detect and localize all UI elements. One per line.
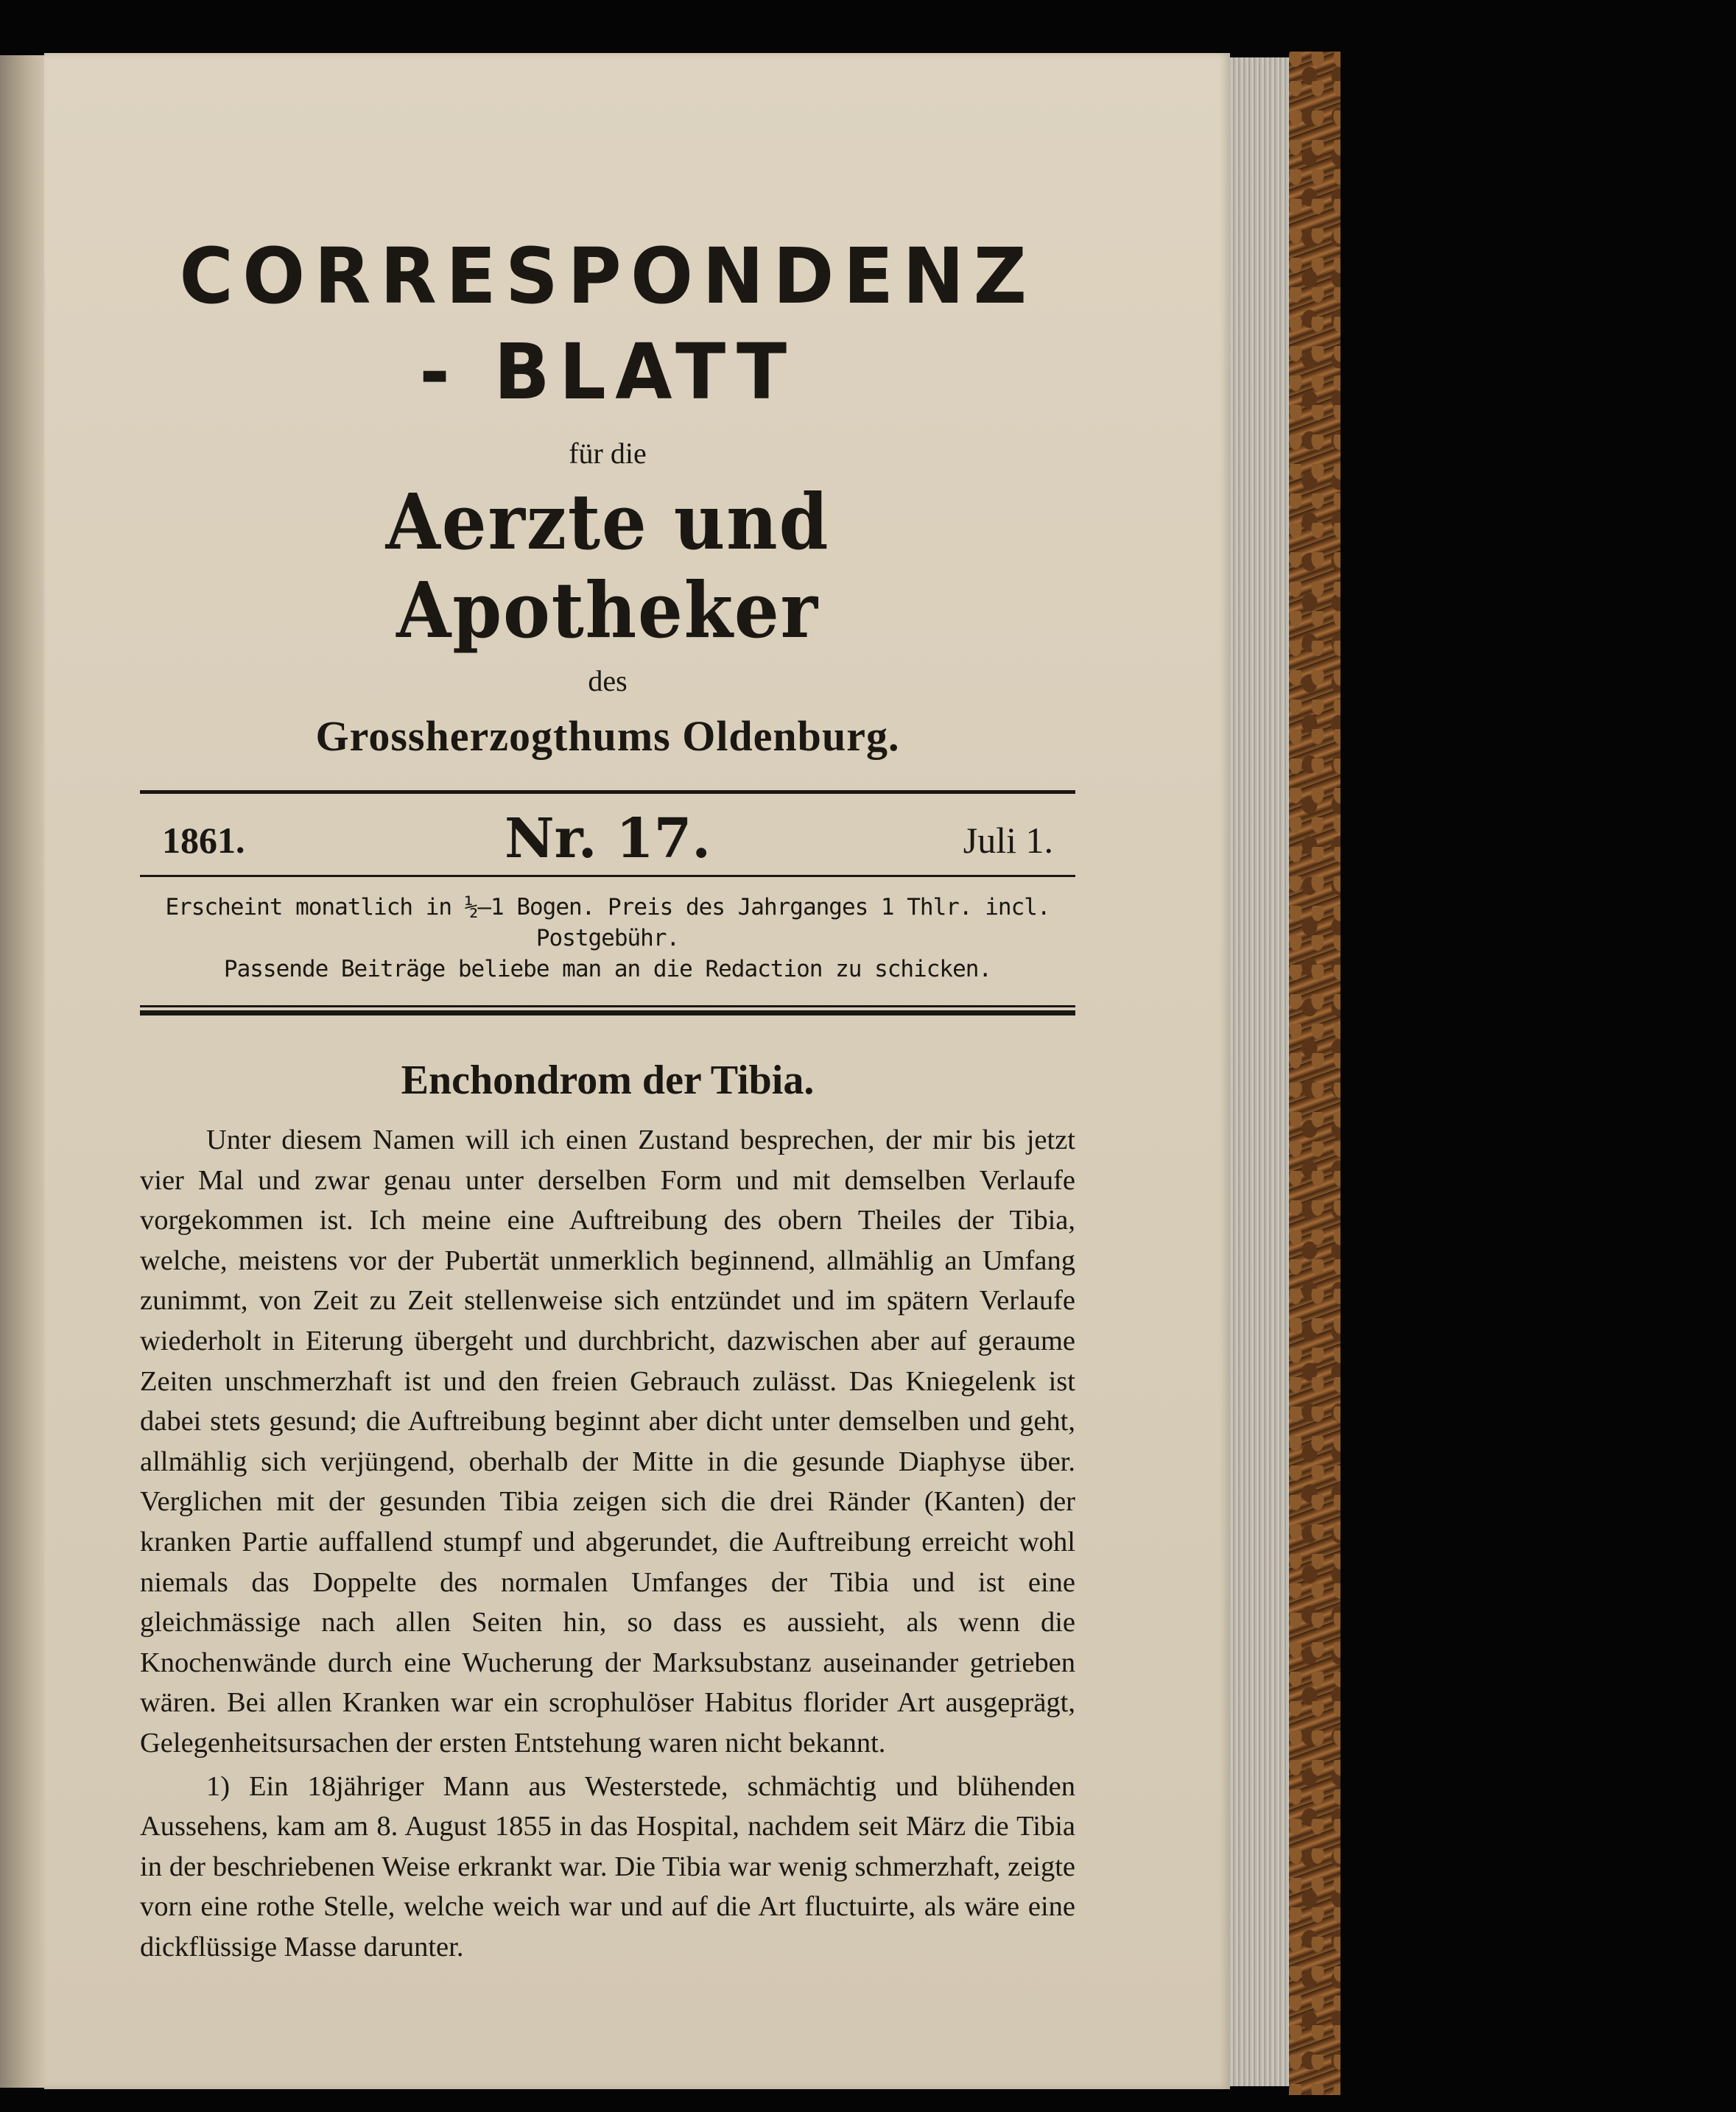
article-title: Enchondrom der Tibia. [401, 1057, 815, 1103]
issue-year: 1861. [162, 820, 245, 861]
section-divider [140, 1005, 1075, 1015]
masthead-title: CORRESPONDENZ - BLATT [179, 231, 1036, 417]
page-content [140, 221, 1075, 1967]
masthead-fuer-die: für die [569, 437, 647, 470]
issue-date: Juli 1. [963, 820, 1053, 861]
publication-info-line1: Erscheint monatlich in ½—1 Bogen. Preis des Jahrganges 1 Thlr. incl. Postgebühr. [165, 894, 1050, 951]
article-paragraph-2: 1) Ein 18jähriger Mann aus Westerstede, schmächtig und blühenden Aussehens, kam am 8. August 1855 in das Hospital, nachdem seit März die Tibia in der beschriebenen Weise erkrankt war. Die Tibia war wenig schmerzhaft, zeigte vorn eine rothe Stelle, welche weich war und auf die Art fluctuirte, als wäre eine dickflüssige Masse darunter. [140, 1770, 1075, 1963]
issue-line [140, 794, 1075, 875]
publication-info [140, 892, 1075, 985]
page-edges [1230, 57, 1289, 2086]
masthead-subtitle: Aerzte und Apotheker [385, 476, 830, 655]
publication-info-line2: Passende Beiträge beliebe man an die Redaction zu schicken. [223, 956, 992, 982]
adjacent-page-edge [0, 55, 44, 2088]
marbled-binding [1289, 52, 1340, 2095]
issue-rule [140, 875, 1075, 877]
masthead-region: Grossherzogthums Oldenburg. [315, 712, 900, 760]
issue-number: Nr. 17. [504, 807, 711, 870]
masthead-des: des [588, 664, 628, 697]
article-paragraph-1: Unter diesem Namen will ich einen Zustand besprechen, der mir bis jetzt vier Mal und zwar genau unter derselben Form und mit demselben Verlaufe vorgekommen ist. Ich meine eine Auftreibung des obern Theiles der Tibia, welche, meistens vor der Pubertät unmerklich beginnend, allmählig an Umfang zunimmt, von Zeit zu Zeit stellenweise sich entzündet und im spätern Verlaufe wiederholt in Eiterung übergeht und durchbricht, dazwischen aber auf geraume Zeiten unschmerzhaft ist und den freien Gebrauch zulässt. Das Kniegelenk ist dabei stets gesund; die Auftreibung beginnt aber dicht unter demselben und geht, allmählig sich verjüngend, oberhalb der Mitte in die gesunde Diaphyse über. Verglichen mit der gesunden Tibia zeigen sich die drei Ränder (Kanten) der kranken Partie auffallend stumpf und abgerundet, die Auftreibung erreicht wohl niemals das Doppelte des normalen Umfanges der Tibia und ist eine gleichmässige nach allen Seiten hin, so dass es aussieht, als wenn die Knochenwände durch eine Wucherung der Marksubstanz auseinander getrieben wären. Bei allen Kranken war ein scrophulöser Habitus florider Art ausgeprägt, Gelegenheitsursachen der ersten Entstehung waren nicht bekannt. [140, 1124, 1075, 1759]
